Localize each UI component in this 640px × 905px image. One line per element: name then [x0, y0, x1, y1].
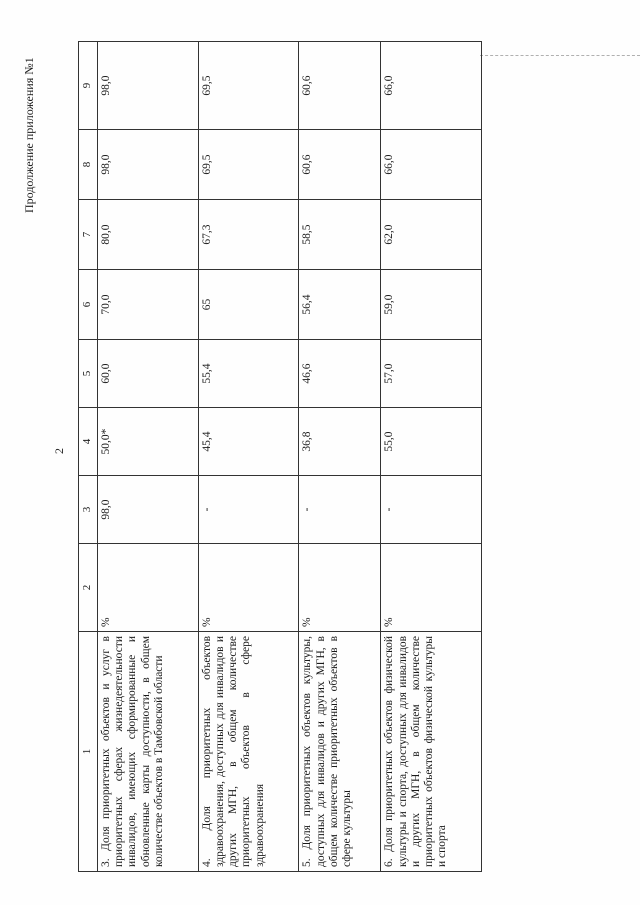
appendix-note: Продолжение приложения №1: [22, 57, 36, 213]
value-cell: 56,4: [299, 270, 381, 340]
indicator-unit: %: [198, 544, 299, 632]
value-cell: -: [299, 476, 381, 544]
column-number: 4: [79, 408, 98, 476]
value-cell: -: [381, 476, 482, 544]
table-row: [198, 42, 299, 872]
value-cell: 60,6: [299, 42, 381, 130]
rotated-table-container: [78, 42, 482, 872]
column-number: 5: [79, 340, 98, 408]
value-cell: 98,0: [98, 476, 199, 544]
indicators-table: [78, 41, 482, 872]
column-number: 2: [79, 544, 98, 632]
value-cell: 70,0: [98, 270, 199, 340]
column-number: 7: [79, 200, 98, 270]
value-cell: 59,0: [381, 270, 482, 340]
value-cell: 66,0: [381, 42, 482, 130]
value-cell: -: [198, 476, 299, 544]
indicator-description: 6. Доля приоритетных объектов физической культуры и спорта, доступных для инвалидов и других МГН, в общем количестве приоритетных объектов физической культуры и спорта: [381, 632, 482, 872]
value-cell: 98,0: [98, 130, 199, 200]
table-row: [98, 42, 199, 872]
value-cell: 62,0: [381, 200, 482, 270]
value-cell: 98,0: [98, 42, 199, 130]
column-number: 3: [79, 476, 98, 544]
page-number: 2: [52, 448, 66, 454]
column-number: 6: [79, 270, 98, 340]
value-cell: 57,0: [381, 340, 482, 408]
value-cell: 55,0: [381, 408, 482, 476]
value-cell: 69,5: [198, 42, 299, 130]
value-cell: 65: [198, 270, 299, 340]
value-cell: 66,0: [381, 130, 482, 200]
value-cell: 36,8: [299, 408, 381, 476]
indicator-unit: %: [381, 544, 482, 632]
value-cell: 60,0: [98, 340, 199, 408]
value-cell: 67,3: [198, 200, 299, 270]
table-row: [299, 42, 381, 872]
column-number-row: [79, 42, 98, 872]
indicator-unit: %: [299, 544, 381, 632]
value-cell: 80,0: [98, 200, 199, 270]
value-cell: 46,6: [299, 340, 381, 408]
table-row: [381, 42, 482, 872]
column-number: 9: [79, 42, 98, 130]
value-cell: 45,4: [198, 408, 299, 476]
dashed-separator: [480, 55, 640, 56]
column-number: 8: [79, 130, 98, 200]
indicator-unit: %: [98, 544, 199, 632]
indicator-description: 5. Доля приоритетных объектов культуры, доступных для инвалидов и других МГН, в общем количестве приоритетных объектов в сфере культуры: [299, 632, 381, 872]
value-cell: 58,5: [299, 200, 381, 270]
value-cell: 60,6: [299, 130, 381, 200]
indicator-description: 4. Доля приоритетных объектов здравоохранения, доступных для инвалидов и других МГН, в общем количестве приоритетных объектов в сфере здравоохранения: [198, 632, 299, 872]
value-cell: 50,0*: [98, 408, 199, 476]
column-number: 1: [79, 632, 98, 872]
value-cell: 55,4: [198, 340, 299, 408]
indicator-description: 3. Доля приоритетных объектов и услуг в приоритетных сферах жизнедеятельности инвалидов, имеющих сформированные и обновленные карты доступности, в общем количестве объектов в Тамбовской области: [98, 632, 199, 872]
value-cell: 69,5: [198, 130, 299, 200]
